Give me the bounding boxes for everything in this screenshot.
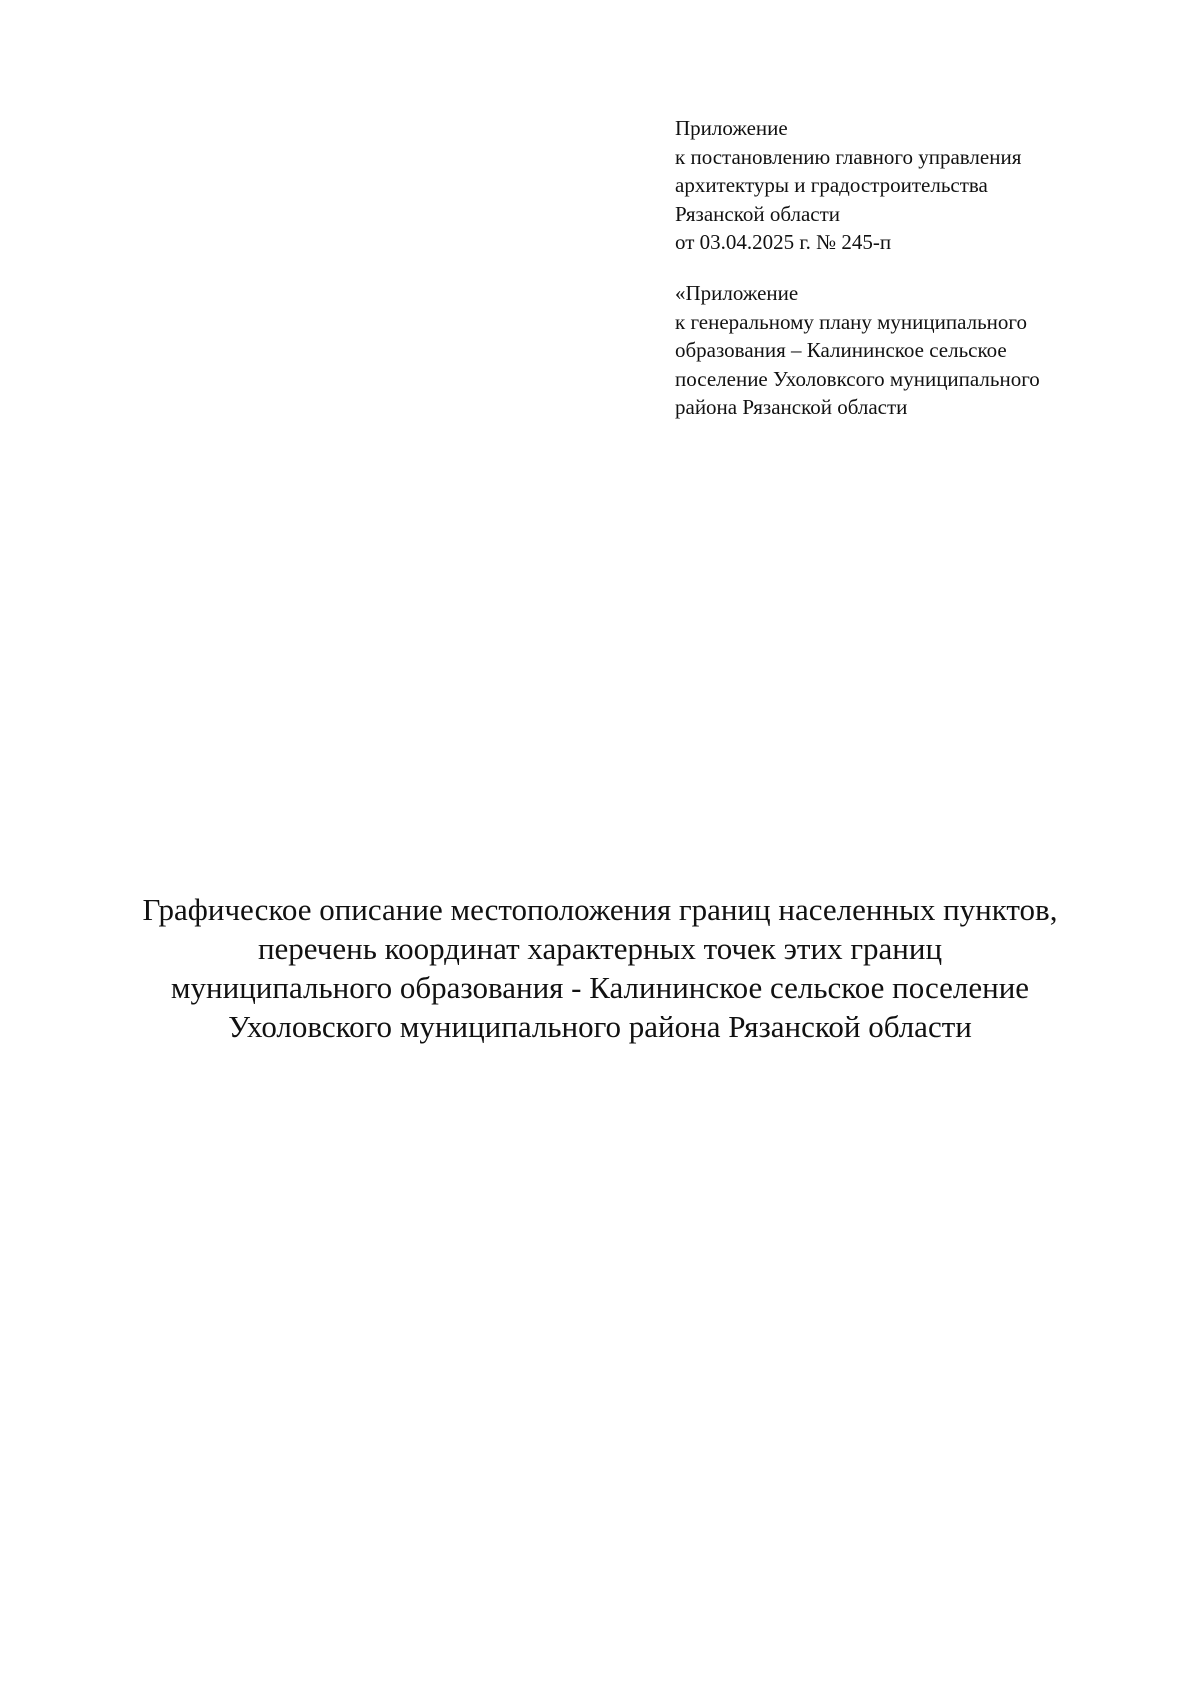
appendix-plan-line: «Приложение	[675, 281, 799, 305]
document-title-line: Графическое описание местоположения границ населенных пунктов,	[142, 892, 1058, 927]
appendix-decree-line: Приложение	[675, 116, 788, 140]
appendix-plan-block	[675, 279, 1145, 422]
document-title-line: муниципального образования - Калининское сельское поселение	[170, 970, 1030, 1005]
appendix-plan-line: образования – Калининское сельское	[675, 338, 1007, 362]
document-title-line: Ухоловского муниципального района Рязанской области	[228, 1009, 972, 1044]
appendix-decree-date-number: от 03.04.2025 г. № 245-п	[675, 230, 892, 254]
appendix-decree-line: Рязанской области	[675, 201, 841, 226]
document-title	[100, 890, 1100, 1046]
appendix-decree-block	[675, 114, 1145, 257]
appendix-decree-line: к постановлению главного управления	[675, 144, 1022, 169]
appendix-plan-line: района Рязанской области	[675, 395, 908, 419]
appendix-plan-line: к генеральному плану муниципального	[675, 309, 1028, 334]
appendix-plan-line: поселение Ухоловксого муниципального	[675, 366, 1040, 391]
appendix-decree-line: архитектуры и градостроительства	[675, 173, 988, 197]
document-title-line: перечень координат характерных точек этих границ	[257, 931, 943, 966]
